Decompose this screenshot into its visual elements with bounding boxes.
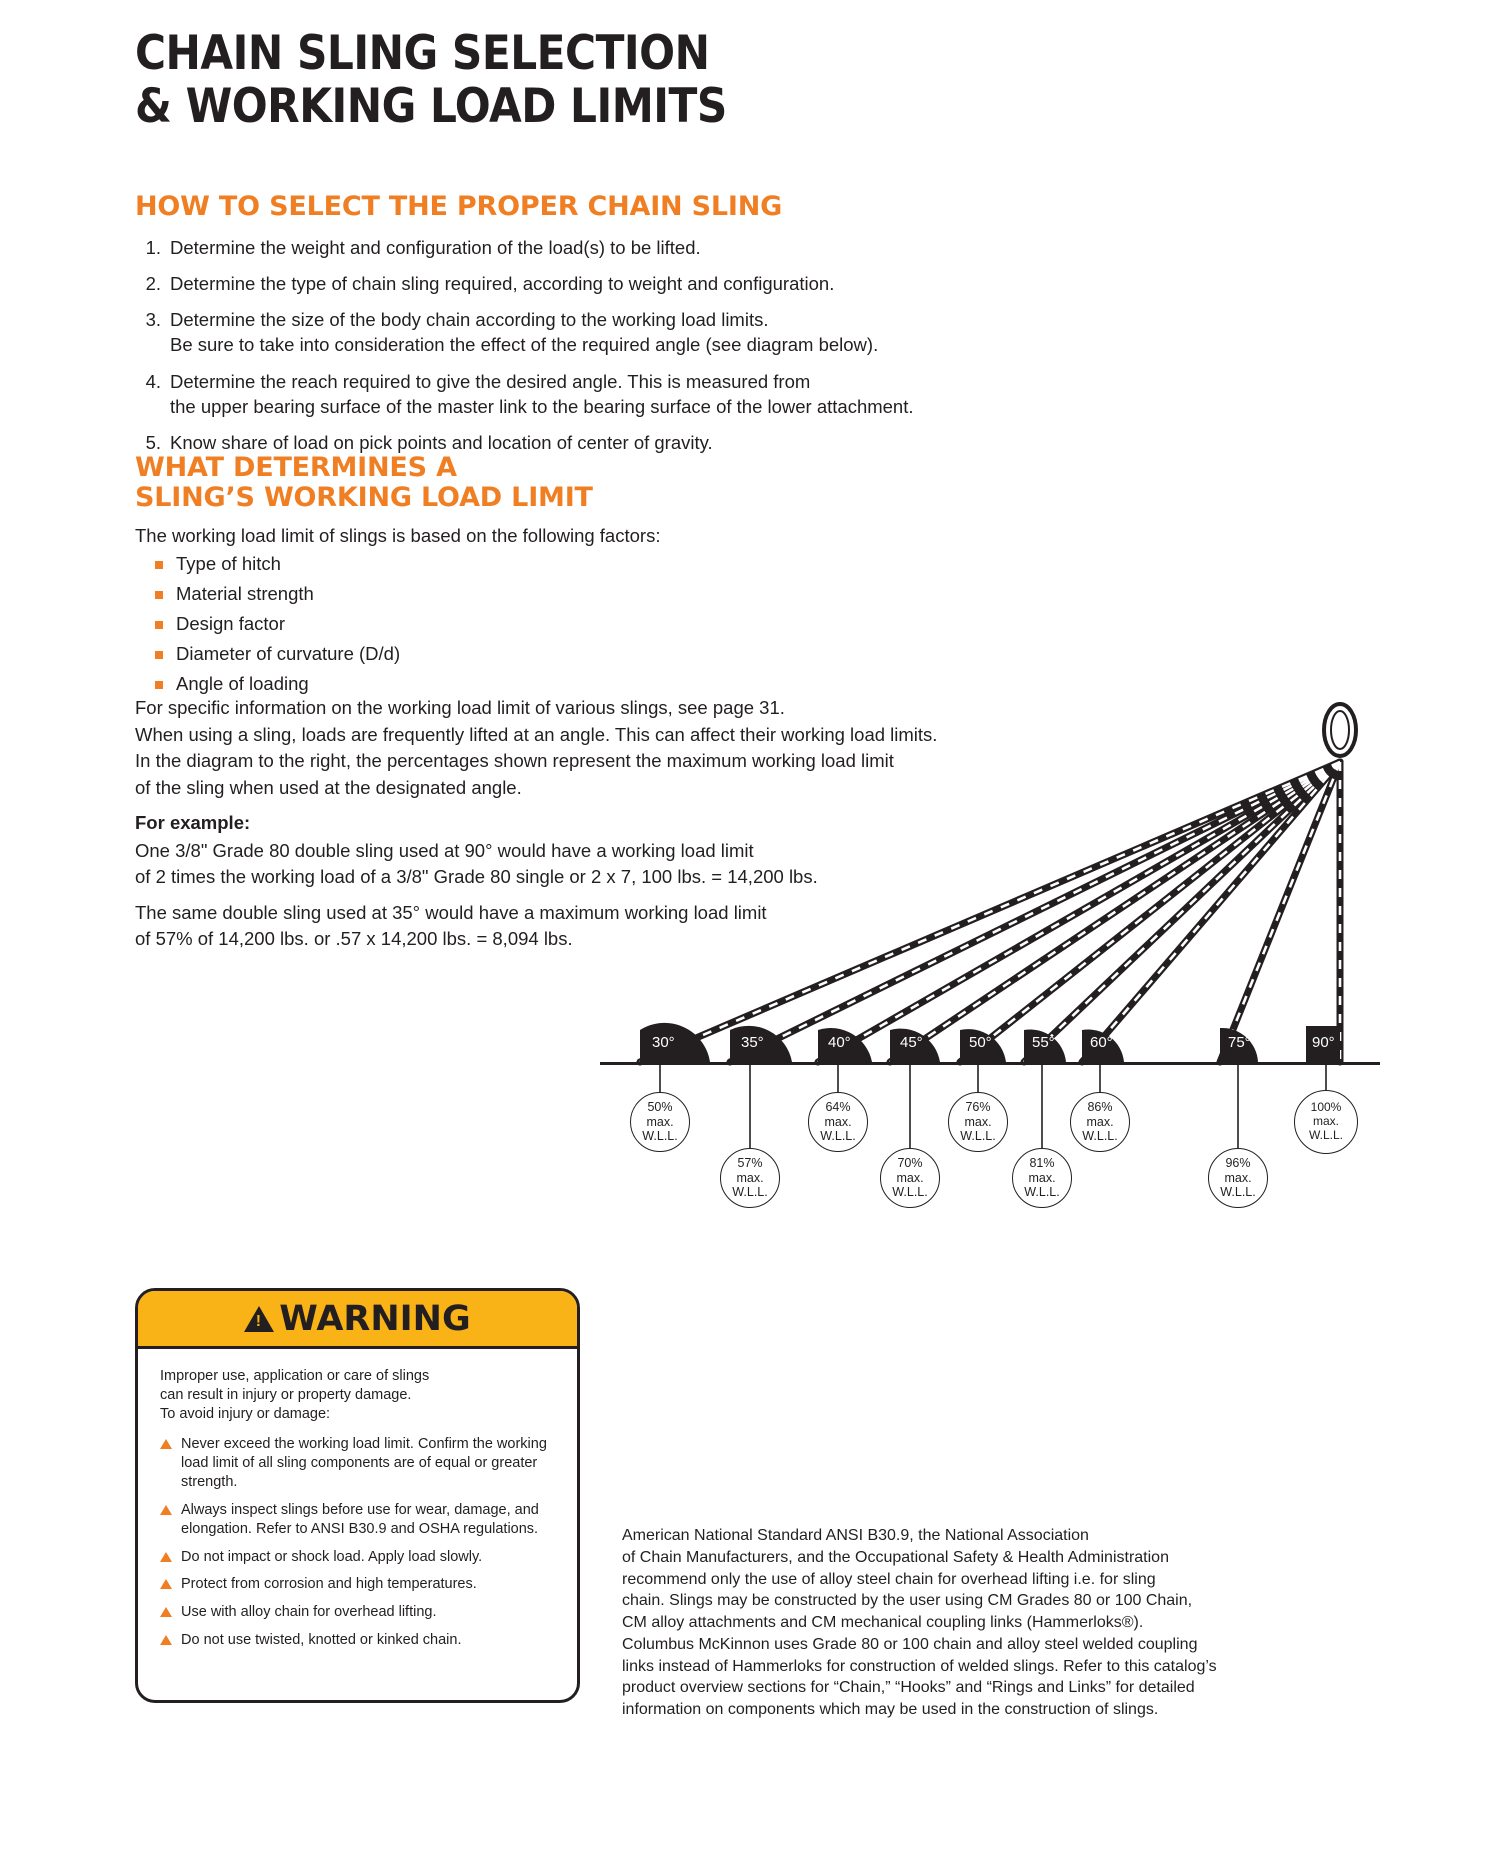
list-item [155,582,400,607]
wll-percent: 57% [737,1156,763,1171]
list-item-number: 5. [145,431,161,453]
section-heading-line-2: SLING’S WORKING LOAD LIMIT [135,482,593,514]
warning-item-text: Protect from corrosion and high temperatures. [181,1576,477,1593]
square-bullet-icon [155,621,163,629]
angle-label-60: 60° [1090,1034,1113,1051]
list-item [160,1435,557,1492]
list-item-text: Determine the weight and configuration of the load(s) to be lifted. [170,237,701,258]
list-item [160,1501,557,1539]
list-item-text: Determine the size of the body chain according to the working load limits. [170,309,769,331]
wll-callout-96 [1208,1148,1268,1208]
wll-percent: 86% [1087,1100,1113,1115]
warning-label: WARNING [279,1298,471,1339]
list-item-number: 1. [145,237,161,258]
wll-max: max. [646,1114,674,1129]
list-item-text: Determine the reach required to give the desired angle. This is measured from [170,370,811,392]
wll-percent: 64% [825,1100,851,1115]
footnote-line: chain. Slings may be constructed by the user using CM Grades 80 or 100 Chain, [622,1592,1193,1610]
wll-callout-76 [948,1092,1008,1152]
wll-max: max. [1224,1170,1252,1185]
wll-callout-81 [1012,1148,1072,1208]
angle-label-40: 40° [828,1034,851,1051]
wll-callout-70 [880,1148,940,1208]
factors-intro: The working load limit of slings is based on the following factors: [135,525,661,546]
warning-lead-line: To avoid injury or damage: [160,1406,331,1423]
triangle-bullet-icon [160,1505,172,1515]
factor-label: Material strength [176,583,314,605]
section-heading-line-1: WHAT DETERMINES A [135,452,457,483]
paragraph-line: When using a sling, loads are frequently lifted at an angle. This can affect their working load limits. [135,723,938,745]
triangle-bullet-icon [160,1579,172,1589]
list-item [142,369,1192,419]
paragraph-line: of the sling when used at the designated angle. [135,776,522,798]
warning-lead-line: Improper use, application or care of slings [160,1368,430,1384]
wll-label: W.L.L. [1082,1129,1118,1144]
triangle-bullet-icon [160,1552,172,1562]
wll-label: W.L.L. [960,1129,996,1144]
warning-header [138,1291,577,1349]
list-item-text: Know share of load on pick points and location of center of gravity. [170,431,713,453]
footnote-line: product overview sections for “Chain,” “Hooks” and “Rings and Links” for detailed [622,1679,1195,1697]
warning-item-text: Never exceed the working load limit. Confirm the working load limit of all sling components are of equal or greater strength. [181,1436,547,1491]
wll-callout-100 [1294,1090,1358,1154]
wll-max: max. [1086,1114,1114,1129]
wll-percent: 100% [1310,1100,1342,1115]
wll-percent: 70% [897,1156,923,1171]
wll-max: max. [1312,1114,1339,1129]
footnote-line: recommend only the use of alloy steel chain for overhead lifting i.e. for sling [622,1570,1156,1588]
factor-label: Angle of loading [176,673,309,695]
sling-angle-diagram [600,700,1380,1300]
list-item-number: 4. [145,370,161,392]
standards-footnote [622,1525,1322,1721]
list-item [160,1603,557,1622]
warning-item-text: Always inspect slings before use for wear, damage, and elongation. Refer to ANSI B30.9 and OSHA regulations. [181,1501,539,1537]
footnote-line: of Chain Manufacturers, and the Occupational Safety & Health Administration [622,1548,1169,1566]
wll-percent: 50% [647,1100,673,1115]
list-item [160,1575,557,1594]
list-item [155,642,400,667]
list-item [142,307,1192,357]
warning-item-text: Use with alloy chain for overhead lifting. [181,1604,437,1621]
warning-lead-line: can result in injury or property damage. [160,1387,412,1404]
square-bullet-icon [155,561,163,569]
wll-percent: 81% [1029,1156,1055,1171]
footnote-line: links instead of Hammerloks for construction of welded slings. Refer to this catalog’s [622,1657,1217,1675]
paragraph-line: The same double sling used at 35° would have a maximum working load limit [135,902,767,923]
section-heading-what-determines [135,453,895,513]
section-heading-how-to-select: HOW TO SELECT THE PROPER CHAIN SLING [135,191,783,222]
factor-label: Type of hitch [176,553,281,574]
paragraph-line: One 3/8" Grade 80 double sling used at 90° would have a working load limit [135,840,754,861]
angle-label-50: 50° [969,1034,992,1051]
paragraph-line: of 2 times the working load of a 3/8" Grade 80 single or 2 x 7, 100 lbs. = 14,200 lbs. [135,865,818,887]
footnote-line: Columbus McKinnon uses Grade 80 or 100 chain and alloy steel welded coupling [622,1635,1198,1653]
footnote-line: CM alloy attachments and CM mechanical coupling links (Hammerloks®). [622,1614,1144,1631]
wll-percent: 96% [1225,1156,1251,1171]
warning-box [135,1288,580,1703]
factor-label: Design factor [176,613,285,635]
angle-label-35: 35° [741,1034,764,1051]
footnote-line: information on components which may be used in the construction of slings. [622,1701,1159,1718]
warning-item-text: Do not use twisted, knotted or kinked chain. [181,1632,462,1649]
list-item [155,672,400,697]
list-item-text: Determine the type of chain sling required, according to weight and configuration. [170,273,835,295]
list-item-number: 3. [145,309,161,331]
list-item-number: 2. [145,273,161,295]
triangle-bullet-icon [160,1635,172,1645]
sling-angle-diagram-svg [600,700,1380,1300]
paragraph-line: of 57% of 14,200 lbs. or .57 x 14,200 lbs. = 8,094 lbs. [135,927,573,949]
list-item [142,271,1192,296]
list-item [155,552,400,577]
list-item [160,1548,557,1567]
paragraph-line: For specific information on the working load limit of various slings, see page 31. [135,697,785,718]
wll-callout-64 [808,1092,868,1152]
wll-max: max. [896,1170,924,1185]
list-item-text-2: the upper bearing surface of the master link to the bearing surface of the lower attachment. [170,395,914,417]
footnote-line: American National Standard ANSI B30.9, the National Association [622,1527,1089,1544]
list-item [155,612,400,637]
wll-callout-50 [630,1092,690,1152]
wll-max: max. [964,1114,992,1129]
angle-label-90: 90° [1312,1034,1335,1051]
wll-max: max. [1028,1170,1056,1185]
triangle-bullet-icon [160,1607,172,1617]
list-item-text-2: Be sure to take into consideration the effect of the required angle (see diagram below). [170,334,879,356]
warning-item-text: Do not impact or shock load. Apply load slowly. [181,1548,483,1565]
example-heading: For example: [135,812,251,833]
angle-label-30: 30° [652,1034,675,1051]
page-title-line-1: CHAIN SLING SELECTION [135,26,710,81]
wll-label: W.L.L. [820,1129,856,1144]
list-item [142,235,1192,260]
wll-percent: 76% [965,1100,991,1115]
angle-label-45: 45° [900,1034,923,1051]
square-bullet-icon [155,591,163,599]
wll-label: W.L.L. [1024,1185,1060,1200]
wll-max: max. [824,1114,852,1129]
paragraph-line: In the diagram to the right, the percentages shown represent the maximum working load limit [135,750,894,772]
master-link-icon [1324,704,1356,756]
wll-label: W.L.L. [642,1129,678,1144]
wll-label: W.L.L. [732,1185,768,1200]
wll-callout-57 [720,1148,780,1208]
wll-callout-86 [1070,1092,1130,1152]
factors-list [155,552,400,702]
list-item [160,1631,557,1650]
angle-label-75: 75° [1228,1034,1251,1051]
wll-label: W.L.L. [1308,1127,1343,1142]
factor-label: Diameter of curvature (D/d) [176,643,401,665]
wll-max: max. [736,1170,764,1185]
warning-triangle-icon [244,1306,274,1332]
wll-label: W.L.L. [1220,1185,1256,1200]
how-to-select-list [142,235,1192,466]
warning-items [160,1435,557,1650]
page-title [135,28,1235,133]
square-bullet-icon [155,651,163,659]
square-bullet-icon [155,681,163,689]
wll-label: W.L.L. [892,1185,928,1200]
page-title-line-2: & WORKING LOAD LIMITS [135,78,727,134]
warning-lead [160,1367,557,1424]
angle-label-55: 55° [1032,1034,1055,1051]
warning-body [138,1349,577,1669]
triangle-bullet-icon [160,1439,172,1449]
